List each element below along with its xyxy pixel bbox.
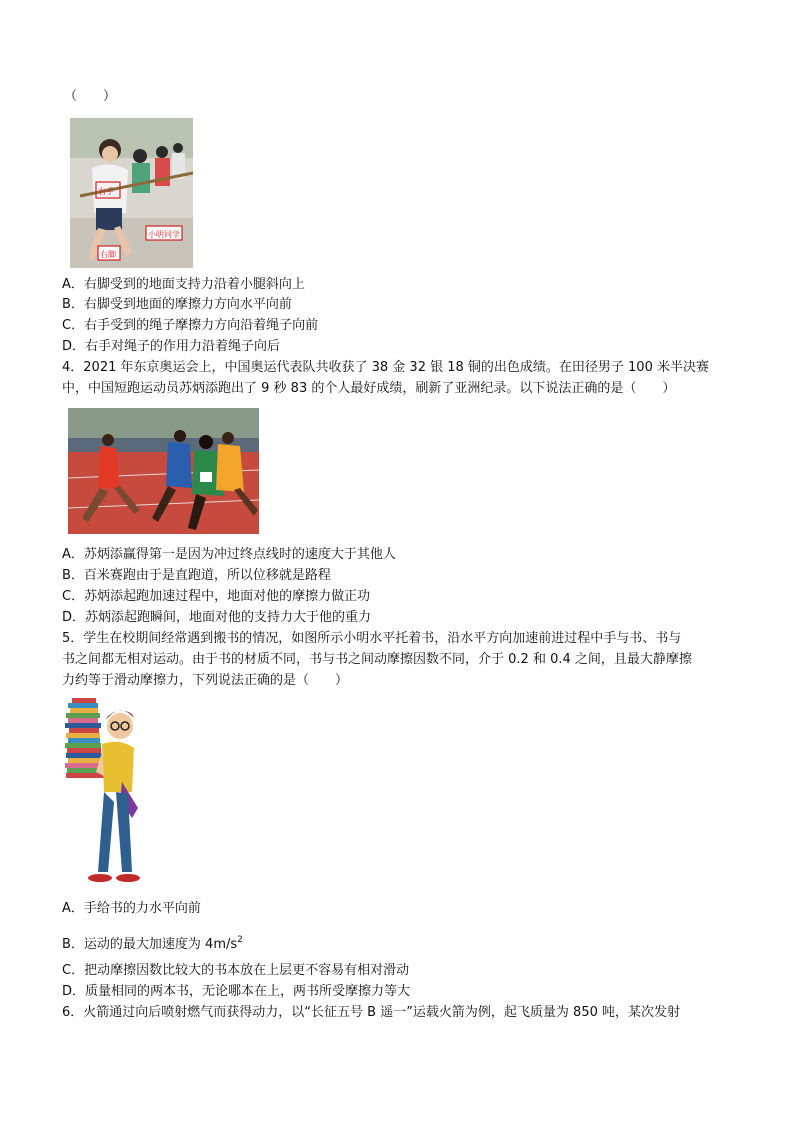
q5-stem-line3: 力约等于滑动摩擦力，下列说法正确的是（ ） <box>62 673 349 688</box>
q5-option-c: C．把动摩擦因数比较大的书本放在上层更不容易有相对滑动 <box>62 963 410 978</box>
q4-option-a: A．苏炳添赢得第一是因为冲过终点线时的速度大于其他人 <box>62 547 396 562</box>
q5-option-a: A．手给书的力水平向前 <box>62 901 201 916</box>
q5-stem-line1: 5．学生在校期间经常遇到搬书的情况，如图所示小明水平托着书，沿水平方向加速前进过程中手与书、书与 <box>62 631 682 646</box>
q3-option-d: D．右手对绳子的作用力沿着绳子向后 <box>62 339 281 354</box>
sprint-race-photo <box>68 408 259 534</box>
q3-stem-tail: （ ） <box>64 89 117 104</box>
q3-option-c: C．右手受到的绳子摩擦力方向沿着绳子向前 <box>62 318 319 333</box>
tug-of-war-photo <box>70 118 193 268</box>
q5-option-b-text: B．运动的最大加速度为 4m/s <box>62 937 238 952</box>
student-label: 小明同学 <box>148 230 180 239</box>
student-carrying-books-illustration <box>62 692 146 892</box>
q4-option-b: B．百米赛跑由于是直跑道，所以位移就是路程 <box>62 568 331 583</box>
q4-stem-line2: 中，中国短跑运动员苏炳添跑出了 9 秒 83 的个人最好成绩，刷新了亚洲纪录。以下说法正确的是（ ） <box>62 381 676 396</box>
q3-option-b: B．右脚受到地面的摩擦力方向水平向前 <box>62 297 292 312</box>
right-hand-label: 右手 <box>98 187 114 196</box>
q5-option-b-exponent: 2 <box>237 935 243 945</box>
q6-stem-line1: 6．火箭通过向后喷射燃气而获得动力，以“长征五号 B 遥一”运载火箭为例，起飞质量为 850 吨，某次发射 <box>62 1005 681 1020</box>
right-foot-label: 右脚 <box>100 250 116 259</box>
q4-option-c: C．苏炳添起跑加速过程中，地面对他的摩擦力做正功 <box>62 589 371 604</box>
q3-option-a: A．右脚受到的地面支持力沿着小腿斜向上 <box>62 277 305 292</box>
q4-option-d: D．苏炳添起跑瞬间，地面对他的支持力大于他的重力 <box>62 610 372 625</box>
q5-option-d: D．质量相同的两本书，无论哪本在上，两书所受摩擦力等大 <box>62 984 411 999</box>
q5-stem-line2: 书之间都无相对运动。由于书的材质不同，书与书之间动摩擦因数不同，介于 0.2 和 0.4 之间，且最大静摩擦 <box>62 652 692 667</box>
q4-stem-line1: 4．2021 年东京奥运会上，中国奥运代表队共收获了 38 金 32 银 18 铜的出色成绩。在田径男子 100 米半决赛 <box>62 360 709 375</box>
q5-option-b <box>62 930 243 955</box>
